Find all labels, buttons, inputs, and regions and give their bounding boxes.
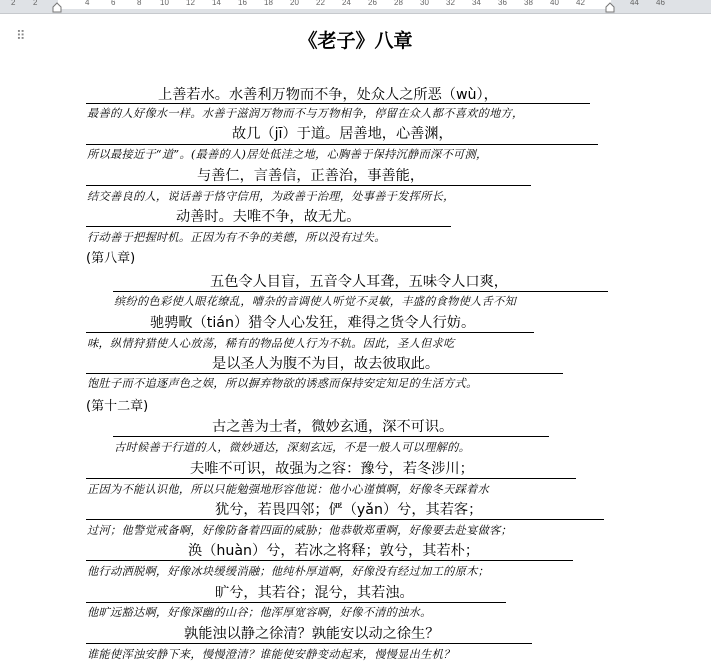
underline-rule [113, 436, 549, 437]
translation-line: 古时候善于行道的人，微妙通达，深刻玄远，不是一般人可以理解的。 [114, 441, 471, 454]
underline-rule [113, 291, 608, 292]
chapter-heading: (第八章) [86, 251, 136, 266]
ruler-number: 12 [186, 0, 195, 7]
ruler-number: 30 [420, 0, 429, 7]
translation-line: 最善的人好像水一样。水善于滋润万物而不与万物相争，停留在众人都不喜欢的地方， [87, 107, 524, 120]
translation-line: 谁能使浑浊安静下来，慢慢澄清？谁能使安静变动起来，慢慢显出生机？ [87, 648, 455, 661]
original-text-line: 与善仁，言善信，正善治，事善能， [197, 168, 425, 184]
ruler-number: 44 [630, 0, 639, 7]
original-text-line: 驰骋畋（tián）猎令人心发狂，难得之货令人行妨。 [150, 315, 476, 331]
original-text-line: 故几（jī）于道。居善地，心善渊， [232, 126, 453, 142]
ruler-number: 2 [33, 0, 38, 7]
page-title: 《老子》八章 [298, 30, 413, 52]
underline-rule [86, 103, 590, 104]
original-text-line: 涣（huàn）兮，若冰之将释；敦兮，其若朴； [188, 543, 480, 559]
ruler-number: 26 [368, 0, 377, 7]
ruler-number: 38 [524, 0, 533, 7]
underline-rule [86, 643, 532, 644]
translation-line: 结交善良的人，说话善于恪守信用，为政善于治理，处事善于发挥所长， [87, 190, 455, 203]
ruler-number: 24 [342, 0, 351, 7]
ruler-number: 14 [212, 0, 221, 7]
ruler-number: 36 [498, 0, 507, 7]
underline-rule [86, 185, 531, 186]
original-text-line: 五色令人目盲，五音令人耳聋，五味令人口爽， [210, 274, 508, 290]
translation-line: 正因为不能认识他，所以只能勉强地形容他说：他小心谨慎啊，好像冬天踩着水 [87, 483, 490, 496]
ruler-number: 40 [550, 0, 559, 7]
ruler-number: 4 [85, 0, 90, 7]
original-text-line: 孰能浊以静之徐清？孰能安以动之徐生？ [184, 626, 440, 642]
ruler-number: 6 [111, 0, 116, 7]
underline-rule [86, 373, 563, 374]
ruler-number: 34 [472, 0, 481, 7]
original-text-line: 动善时。夫唯不争，故无尤。 [176, 209, 361, 225]
ruler-number: 18 [264, 0, 273, 7]
ruler-number: 46 [656, 0, 665, 7]
underline-rule [86, 519, 604, 520]
ruler-number: 22 [316, 0, 325, 7]
original-text-line: 是以圣人为腹不为目，故去彼取此。 [212, 356, 440, 372]
translation-line: 饱肚子而不追逐声色之娱，所以摒弃物欲的诱惑而保持安定知足的生活方式。 [87, 377, 478, 390]
original-text-line: 古之善为士者，微妙玄通，深不可识。 [212, 419, 454, 435]
translation-line: 他旷远豁达啊，好像深幽的山谷；他浑厚宽容啊，好像不清的浊水。 [87, 606, 432, 619]
ruler-number: 20 [290, 0, 299, 7]
ruler-number: 42 [576, 0, 585, 7]
horizontal-ruler[interactable] [0, 0, 711, 14]
underline-rule [86, 560, 573, 561]
left-indent-marker-icon[interactable] [52, 2, 62, 13]
translation-line: 所以最接近于“道”。(最善的人)居处低洼之地，心胸善于保持沉静而深不可测， [87, 148, 488, 161]
chapter-heading: (第十二章) [86, 399, 149, 414]
ruler-number: 32 [446, 0, 455, 7]
translation-line: 他行动洒脱啊，好像冰块缓缓消融；他纯朴厚道啊，好像没有经过加工的原木； [87, 565, 490, 578]
ruler-number: 28 [394, 0, 403, 7]
right-indent-marker-icon[interactable] [605, 2, 615, 13]
original-text-line: 旷兮，其若谷；混兮，其若浊。 [215, 585, 414, 601]
original-text-line: 犹兮，若畏四邻；俨（yǎn）兮，其若客； [215, 502, 483, 518]
translation-line: 行动善于把握时机。正因为有不争的美德，所以没有过失。 [87, 231, 386, 244]
translation-line: 缤纷的色彩使人眼花缭乱，嘈杂的音调使人听觉不灵敏，丰盛的食物使人舌不知 [114, 295, 517, 308]
underline-rule [86, 332, 534, 333]
original-text-line: 上善若水。水善利万物而不争，处众人之所恶（wù）， [158, 87, 498, 103]
ruler-number: 16 [238, 0, 247, 7]
translation-line: 过河；他警觉戒备啊，好像防备着四面的威胁；他恭敬郑重啊，好像要去赴宴做客； [87, 524, 513, 537]
ruler-number: 2 [11, 0, 16, 7]
underline-rule [86, 226, 451, 227]
underline-rule [86, 478, 576, 479]
drag-handle-icon[interactable]: ⠿ [16, 29, 25, 44]
ruler-number: 8 [137, 0, 142, 7]
translation-line: 味，纵情狩猎使人心放荡，稀有的物品使人行为不轨。因此，圣人但求吃 [87, 337, 455, 350]
underline-rule [86, 602, 506, 603]
ruler-number: 10 [160, 0, 169, 7]
original-text-line: 夫唯不可识，故强为之容：豫兮，若冬涉川； [190, 461, 474, 477]
underline-rule [86, 144, 598, 145]
